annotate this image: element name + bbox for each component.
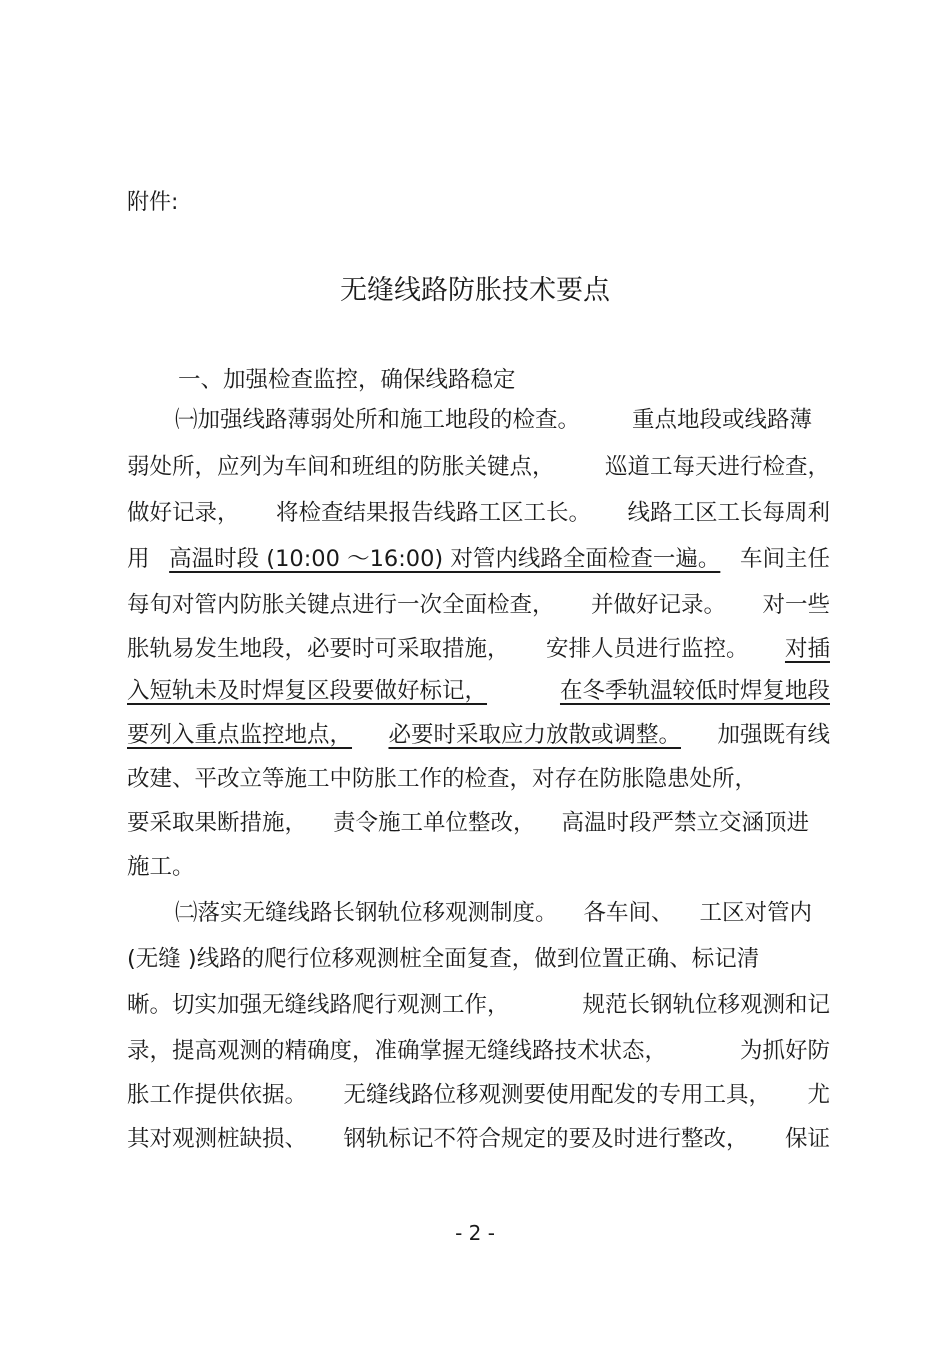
paragraph-line	[127, 1080, 830, 1110]
line-text: 要采取果断措施，	[127, 810, 308, 836]
line-text: 重点地段或线路薄	[631, 407, 812, 433]
paragraph-line	[127, 1124, 830, 1154]
line-text: 用	[127, 546, 150, 572]
line-text: 巡道工每天进行检查，	[604, 454, 830, 480]
line-text: 尤	[807, 1082, 830, 1108]
line-text: 并做好记录。	[590, 592, 726, 618]
line-text: 弱处所，应列为车间和班组的防胀关键点，	[127, 454, 555, 480]
paragraph-line	[127, 676, 830, 706]
paragraph-line	[127, 498, 830, 528]
paragraph-line	[127, 452, 830, 482]
section-heading	[178, 365, 881, 395]
line-text: 加强既有线	[717, 722, 830, 748]
line-text: 为抓好防	[739, 1038, 830, 1064]
paragraph-line	[127, 764, 830, 794]
underlined-text: 对插	[784, 636, 830, 662]
line-text: 各车间、	[583, 900, 674, 926]
line-text: 胀轨易发生地段，必要时可采取措施，	[127, 636, 510, 662]
line-text: 责令施工单位整改，	[333, 810, 536, 836]
line-text: 胀工作提供依据。	[127, 1082, 308, 1108]
underlined-text: 在冬季轨温较低时焊复地段	[559, 678, 830, 704]
line-text: 保证	[784, 1126, 830, 1152]
underlined-text: 要列入重点监控地点，	[127, 722, 353, 748]
paragraph-line	[127, 944, 830, 974]
line-text: 每旬对管内防胀关键点进行一次全面检查，	[127, 592, 555, 618]
line-text: 工区对管内	[699, 900, 812, 926]
line-text: 车间主任	[739, 546, 830, 572]
attachment-label: 附件:	[127, 190, 179, 215]
line-text: 录，提高观测的精确度，准确掌握无缝线路技术状态，	[127, 1038, 668, 1064]
paragraph-line	[127, 720, 830, 750]
line-text: 其对观测桩缺损、	[127, 1126, 308, 1152]
line-text: 无缝线路位移观测要使用配发的专用工具，	[343, 1082, 771, 1108]
underlined-text: 必要时采取应力放散或调整。	[388, 722, 681, 748]
line-text: (无缝 )线路的爬行位移观测桩全面复查，做到位置正确、标记清	[127, 946, 760, 972]
document-title: 无缝线路防胀技术要点	[340, 275, 610, 306]
line-text: 施工。	[127, 854, 195, 880]
section-heading-text: 一、加强检查监控，确保线路稳定	[178, 367, 516, 393]
line-text: 高温时段严禁立交涵顶进	[561, 810, 810, 836]
paragraph-line	[127, 544, 830, 574]
line-text: ㈠加强线路薄弱处所和施工地段的检查。	[175, 407, 581, 433]
line-text: 做好记录，	[127, 500, 240, 526]
paragraph-line	[127, 634, 830, 664]
underlined-text: 高温时段 (10:00 ～16:00) 对管内线路全面检查一遍。	[169, 546, 721, 572]
line-text: 规范长钢轨位移观测和记	[582, 992, 830, 1018]
paragraph-line	[175, 405, 812, 435]
underlined-text: 入短轨未及时焊复区段要做好标记，	[127, 678, 488, 704]
line-text: 对一些	[762, 592, 830, 618]
line-text: 线路工区工长每周利	[627, 500, 830, 526]
line-text: ㈡落实无缝线路长钢轨位移观测制度。	[175, 900, 558, 926]
paragraph-line	[127, 990, 830, 1020]
line-text: 改建、平改立等施工中防胀工作的检查，对存在防胀隐患处所，	[127, 766, 758, 792]
line-text: 安排人员进行监控。	[545, 636, 749, 662]
paragraph-line	[127, 590, 830, 620]
line-text: 将检查结果报告线路工区工长。	[275, 500, 591, 526]
paragraph-line	[175, 898, 812, 928]
paragraph-line	[127, 852, 830, 882]
paragraph-line	[127, 1036, 830, 1066]
page-number: - 2 -	[455, 1221, 495, 1245]
line-text: 晰。切实加强无缝线路爬行观测工作，	[127, 992, 510, 1018]
paragraph-line	[127, 808, 830, 838]
line-text: 钢轨标记不符合规定的要及时进行整改，	[343, 1126, 749, 1152]
